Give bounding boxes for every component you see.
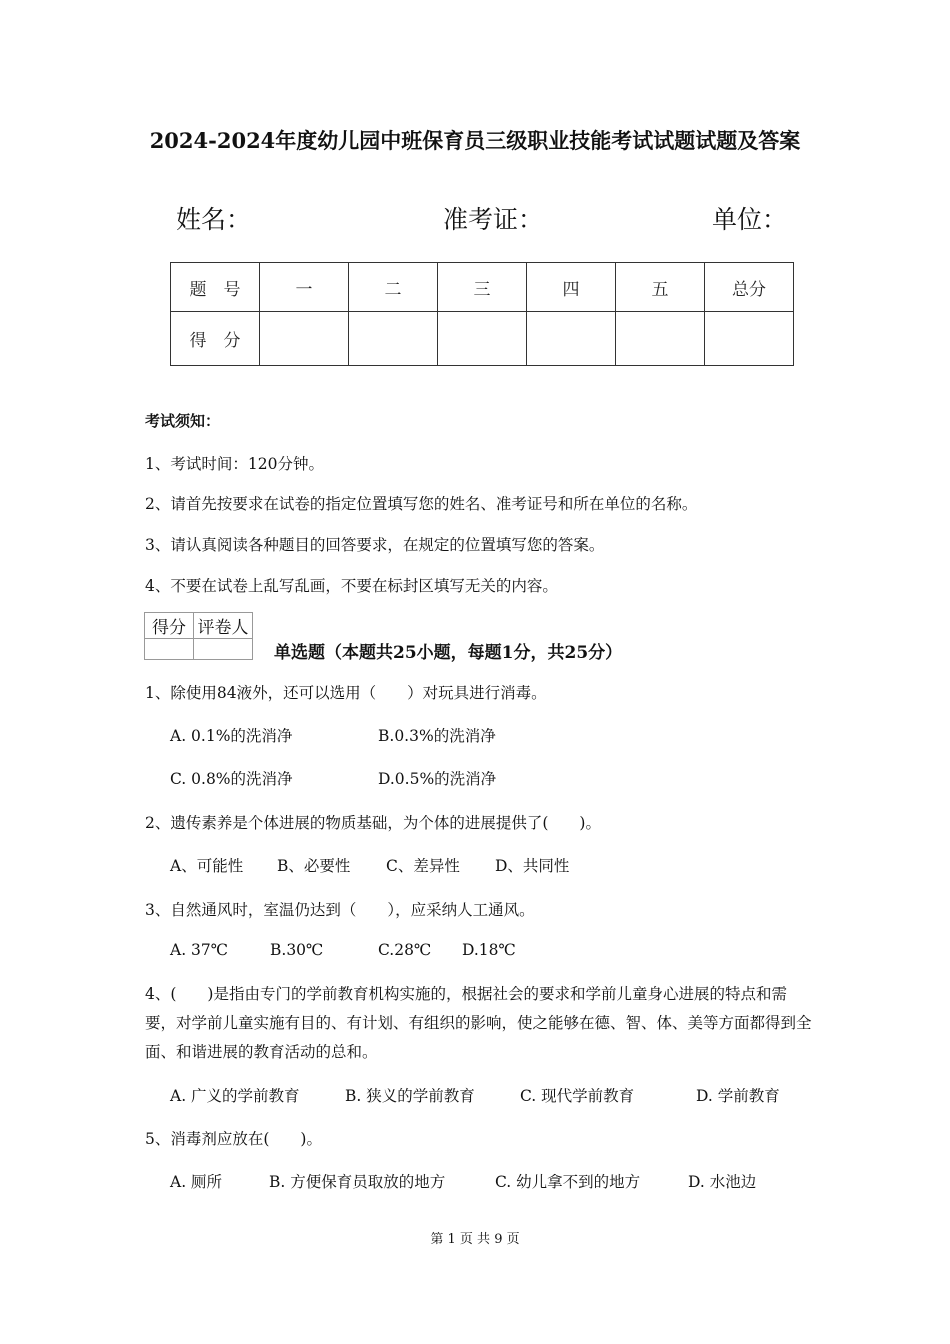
option-2c[interactable]: C、差异性 xyxy=(386,857,460,875)
question-stem-2: 2、遗传素养是个体进展的物质基础，为个体的进展提供了( )。 xyxy=(145,814,601,832)
grader-reviewer-cell[interactable] xyxy=(194,639,253,660)
option-3d[interactable]: D.18℃ xyxy=(462,941,516,959)
option-1d[interactable]: D.0.5%的洗消净 xyxy=(378,770,497,788)
option-3b[interactable]: B.30℃ xyxy=(270,941,324,959)
header-cell-4: 四 xyxy=(527,263,616,312)
header-cell-2: 二 xyxy=(349,263,438,312)
question-stem-3: 3、自然通风时，室温仍达到（ ），应采纳人工通风。 xyxy=(145,901,535,919)
page-footer: 第 1 页 共 9 页 xyxy=(430,1232,520,1247)
question-stem-4: 4、( )是指由专门的学前教育机构实施的，根据社会的要求和学前儿童身心进展的特点和需要，对学前儿童实施有目的、有计划、有组织的影响，使之能够在德、智、体、美等方面都得到全面、和谐进展的教育活动的总和。 xyxy=(145,985,812,1061)
score-table xyxy=(170,262,794,366)
question-stem-5: 5、消毒剂应放在( )。 xyxy=(145,1130,322,1148)
option-4c[interactable]: C. 现代学前教育 xyxy=(520,1087,635,1105)
notice-item: 4、不要在试卷上乱写乱画，不要在标封区填写无关的内容。 xyxy=(145,577,558,595)
score-table-header-row xyxy=(171,263,794,312)
option-5a[interactable]: A. 厕所 xyxy=(170,1173,223,1191)
option-2b[interactable]: B、必要性 xyxy=(277,857,351,875)
header-cell-1: 一 xyxy=(260,263,349,312)
notice-item: 1、考试时间：120分钟。 xyxy=(145,455,324,473)
header-cell-total: 总分 xyxy=(705,263,794,312)
grader-box xyxy=(144,612,253,660)
notice-item: 2、请首先按要求在试卷的指定位置填写您的姓名、准考证号和所在单位的名称。 xyxy=(145,495,698,513)
header-cell-3: 三 xyxy=(438,263,527,312)
score-table-score-row xyxy=(171,312,794,366)
option-4d[interactable]: D. 学前教育 xyxy=(696,1087,780,1105)
question-stem-1: 1、除使用84液外，还可以选用（ ）对玩具进行消毒。 xyxy=(145,684,547,702)
section-title: 单选题（本题共25小题，每题1分，共25分） xyxy=(274,643,623,663)
option-5c[interactable]: C. 幼儿拿不到的地方 xyxy=(495,1173,641,1191)
score-cell-2[interactable] xyxy=(349,312,438,366)
score-cell-total[interactable] xyxy=(705,312,794,366)
score-cell-4[interactable] xyxy=(527,312,616,366)
option-1c[interactable]: C. 0.8%的洗消净 xyxy=(170,770,293,788)
option-2a[interactable]: A、可能性 xyxy=(170,857,244,875)
option-3a[interactable]: A. 37℃ xyxy=(170,941,229,959)
unit-label: 单位： xyxy=(712,205,788,234)
option-1b[interactable]: B.0.3%的洗消净 xyxy=(378,727,496,745)
grader-score-label: 得分 xyxy=(145,613,194,639)
notice-title: 考试须知： xyxy=(145,412,221,430)
score-cell-1[interactable] xyxy=(260,312,349,366)
grader-reviewer-label: 评卷人 xyxy=(194,613,253,639)
score-row-label: 得 分 xyxy=(171,312,260,366)
option-2d[interactable]: D、共同性 xyxy=(495,857,570,875)
option-5d[interactable]: D. 水池边 xyxy=(688,1173,757,1191)
option-3c[interactable]: C.28℃ xyxy=(378,941,432,959)
score-cell-5[interactable] xyxy=(616,312,705,366)
score-cell-3[interactable] xyxy=(438,312,527,366)
exam-id-label: 准考证： xyxy=(443,205,544,234)
header-cell-5: 五 xyxy=(616,263,705,312)
option-1a[interactable]: A. 0.1%的洗消净 xyxy=(170,727,293,745)
option-4a[interactable]: A. 广义的学前教育 xyxy=(170,1087,300,1105)
notice-item: 3、请认真阅读各种题目的回答要求，在规定的位置填写您的答案。 xyxy=(145,536,605,554)
page-title: 2024-2024年度幼儿园中班保育员三级职业技能考试试题试题及答案 xyxy=(149,128,801,153)
header-cell-label: 题 号 xyxy=(171,263,260,312)
option-4b[interactable]: B. 狭义的学前教育 xyxy=(345,1087,475,1105)
grader-score-cell[interactable] xyxy=(145,639,194,660)
option-5b[interactable]: B. 方便保育员取放的地方 xyxy=(269,1173,446,1191)
name-label: 姓名： xyxy=(176,205,252,234)
